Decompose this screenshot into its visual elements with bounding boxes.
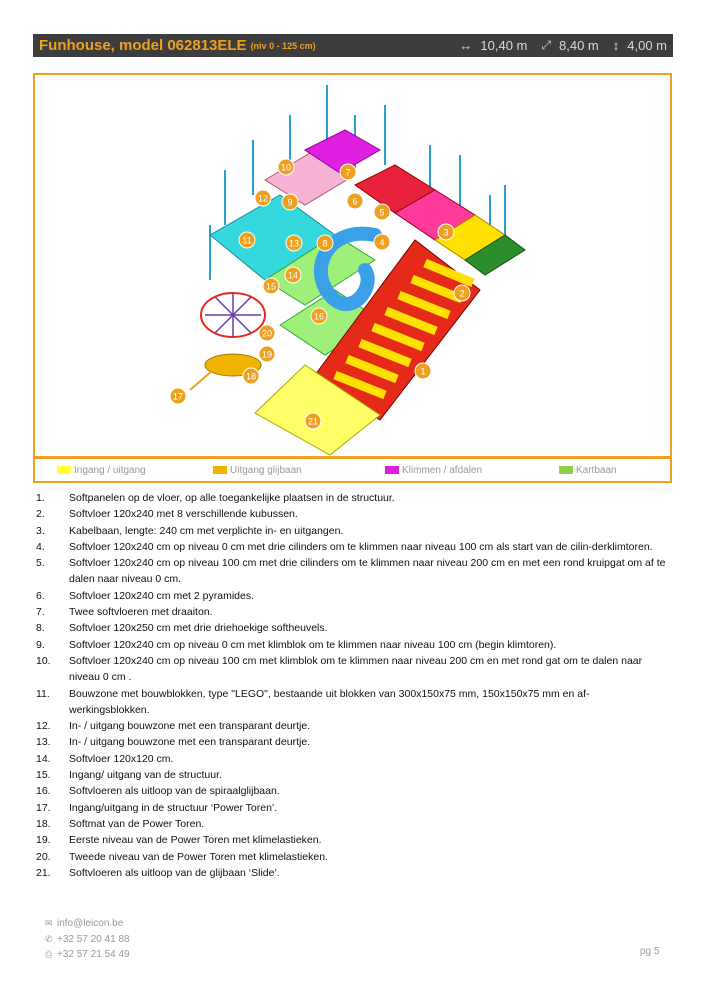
legend-kart-track: Kartbaan	[559, 465, 617, 476]
list-item-text: Softvloeren als uitloop van de spiraalglijbaan.	[69, 785, 280, 798]
legend-swatch	[385, 466, 399, 474]
mail-icon: ✉	[45, 918, 53, 928]
marker-6	[347, 193, 363, 209]
list-item	[36, 555, 666, 588]
marker-label: 16	[313, 311, 325, 322]
height-arrow-icon: ↕	[612, 38, 620, 53]
marker-16	[311, 308, 327, 324]
diagonal-arrow-icon: ⤢	[541, 38, 551, 52]
list-item	[36, 686, 666, 719]
marker-4	[374, 234, 390, 250]
depth-value: 8,40 m	[559, 38, 599, 53]
list-item-number: 13.	[36, 736, 51, 749]
list-item-number: 6.	[36, 589, 45, 602]
list-item-text: Softpanelen op de vloer, op alle toegankelijke plaatsen in de structuur.	[69, 492, 395, 504]
marker-3	[438, 224, 454, 240]
list-item-text: Softvloer 120x250 cm met drie driehoekige softheuvels.	[69, 622, 328, 635]
marker-13	[286, 235, 302, 251]
contact-fax-row	[45, 947, 130, 963]
list-item-text: Softvloer 120x240 cm op niveau 100 cm met drie cilinders om te klimmen naar niveau 200 cm en met een rond kruipgat om af te dalen naar niveau 0 cm.	[69, 557, 666, 586]
list-item-number: 9.	[36, 638, 45, 651]
marker-label: 11	[242, 235, 252, 246]
marker-label: 6	[352, 196, 358, 207]
list-item	[36, 620, 666, 636]
list-item	[36, 588, 666, 604]
list-item-text: Softvloer 120x240 cm met 2 pyramides.	[69, 589, 255, 602]
marker-label: 7	[345, 167, 351, 178]
tower-elastics	[205, 293, 261, 337]
marker-10	[278, 159, 294, 175]
marker-label: 9	[287, 197, 293, 208]
list-item-number: 20.	[36, 850, 51, 863]
list-item	[36, 637, 666, 653]
dimension-depth	[541, 38, 598, 53]
list-item-text: Kabelbaan, lengte: 240 cm met verplichte in- en uitgangen.	[69, 524, 344, 537]
marker-label: 12	[257, 193, 269, 204]
marker-label: 20	[261, 328, 273, 339]
marker-1	[415, 363, 431, 379]
list-item-text: Softvloer 120x240 cm op niveau 100 cm met klimblok om te klimmen naar niveau 200 cm en met rond gat om te dalen naar niveau 0 cm .	[69, 654, 643, 684]
contact-phone: +32 57 20 41 88	[57, 933, 130, 945]
contact-email-row	[45, 916, 130, 932]
list-item	[36, 734, 666, 750]
list-item-number: 5.	[36, 557, 45, 570]
marker-label: 15	[265, 281, 277, 292]
list-item-number: 4.	[36, 540, 45, 553]
marker-label: 21	[307, 416, 319, 427]
fax-icon: ⎙	[45, 949, 53, 959]
list-item-number: 14.	[36, 752, 51, 765]
legend-swatch	[213, 466, 227, 474]
marker-label: 4	[379, 237, 385, 248]
list-item	[36, 865, 666, 881]
list-item-text: Softvloer 120x240 cm op niveau 0 cm met drie cilinders om te klimmen naar niveau 100 cm als start van de cilin-derklimtoren.	[69, 540, 653, 553]
list-item-text: Twee softvloeren met draaiton.	[69, 606, 213, 619]
list-item-text: Softvloer 120x120 cm.	[69, 752, 174, 765]
list-item	[36, 751, 666, 767]
list-item-number: 16.	[36, 785, 51, 798]
list-item	[36, 767, 666, 783]
marker-label: 3	[443, 227, 449, 238]
marker-9	[282, 194, 298, 210]
marker-label: 19	[261, 349, 273, 360]
marker-14	[285, 267, 301, 283]
list-item-text: Ingang/ uitgang van de structuur.	[69, 769, 222, 782]
marker-label: 2	[459, 288, 465, 299]
list-item-text: Eerste niveau van de Power Toren met klimelastieken.	[69, 834, 322, 847]
marker-19	[259, 346, 275, 362]
list-item-number: 21.	[36, 866, 51, 879]
list-item-text: Bouwzone met bouwblokken, type "LEGO", bestaande uit blokken van 300x150x75 mm, 150x150x75 mm en af-werkingsblokken.	[69, 687, 590, 716]
contact-fax: +32 57 21 54 49	[57, 949, 130, 960]
level-range: (niv 0 - 125 cm)	[250, 40, 316, 51]
list-item	[36, 653, 666, 686]
phone-icon: ✆	[45, 933, 53, 944]
marker-15	[263, 278, 279, 294]
legend-swatch	[57, 466, 71, 474]
marker-17	[170, 388, 186, 404]
list-item	[36, 832, 666, 848]
marker-11	[239, 232, 255, 248]
list-item	[36, 539, 666, 555]
legend-entrance: Ingang / uitgang	[57, 465, 146, 476]
width-arrow-icon: ↔	[459, 38, 473, 53]
dimensions	[445, 38, 667, 53]
list-item-number: 17.	[36, 801, 51, 814]
marker-label: 8	[322, 238, 328, 249]
marker-8	[317, 235, 333, 251]
contact-phone-row	[45, 932, 130, 948]
legend	[33, 458, 672, 483]
width-value: 10,40 m	[480, 38, 528, 53]
contact-info	[45, 916, 130, 963]
list-item	[36, 816, 666, 832]
list-item-text: Softvloer 120x240 cm op niveau 0 cm met klimblok om te klimmen naar niveau 100 cm (begin klimtoren).	[69, 638, 557, 651]
list-item-text: In- / uitgang bouwzone met een transparant deurtje.	[69, 720, 311, 733]
marker-7	[340, 164, 356, 180]
list-item-number: 2.	[36, 508, 45, 521]
list-item-number: 10.	[36, 654, 51, 667]
marker-2	[454, 285, 470, 301]
marker-label: 1	[420, 366, 426, 377]
list-item-number: 3.	[36, 524, 45, 537]
page-number: pg 5	[640, 946, 660, 957]
list-item	[36, 490, 666, 506]
list-item	[36, 849, 666, 865]
list-item	[36, 523, 666, 539]
marker-label: 5	[379, 207, 385, 218]
list-item-text: Softvloeren als uitloop van de glijbaan ‘Slide’.	[69, 866, 280, 879]
marker-label: 17	[172, 391, 184, 402]
marker-18	[243, 368, 259, 384]
height-value: 4,00 m	[627, 38, 667, 53]
marker-label: 13	[288, 238, 300, 249]
dimension-height	[613, 38, 667, 53]
list-item	[36, 506, 666, 522]
list-item-number: 1.	[36, 492, 45, 504]
legend-swatch	[559, 466, 573, 474]
list-item-number: 7.	[36, 606, 45, 619]
tower-entry-arrow	[190, 370, 213, 390]
list-item-text: In- / uitgang bouwzone met een transparant deurtje.	[69, 736, 311, 749]
list-item	[36, 718, 666, 734]
item-list	[36, 490, 666, 881]
marker-21	[305, 413, 321, 429]
list-item-number: 18.	[36, 817, 51, 830]
product-title: Funhouse, model 062813ELE	[39, 37, 247, 54]
list-item	[36, 783, 666, 799]
list-item-number: 11.	[36, 687, 50, 700]
list-item-text: Softmat van de Power Toren.	[69, 817, 205, 830]
marker-20	[259, 325, 275, 341]
list-item-number: 15.	[36, 769, 51, 782]
marker-label: 18	[245, 371, 257, 382]
list-item-text: Softvloer 120x240 met 8 verschillende kubussen.	[69, 508, 298, 521]
playground-illustration	[33, 73, 672, 458]
list-item-number: 12.	[36, 720, 51, 733]
contact-email[interactable]: info@leicon.be	[57, 918, 124, 929]
list-item	[36, 604, 666, 620]
legend-slide-exit: Uitgang glijbaan	[213, 465, 302, 476]
dimension-width	[459, 38, 527, 53]
list-item	[36, 800, 666, 816]
legend-climbing: Klimmen / afdalen	[385, 465, 482, 476]
list-item-number: 19.	[36, 834, 51, 847]
list-item-number: 8.	[36, 622, 45, 635]
marker-12	[255, 190, 271, 206]
marker-5	[374, 204, 390, 220]
list-item-text: Ingang/uitgang in de structuur ‘Power Toren’.	[69, 801, 278, 814]
header-bar	[33, 34, 673, 57]
marker-label: 14	[287, 270, 299, 281]
marker-label: 10	[280, 162, 292, 173]
playground-drawing	[35, 75, 670, 456]
list-item-text: Tweede niveau van de Power Toren met klimelastieken.	[69, 850, 328, 863]
